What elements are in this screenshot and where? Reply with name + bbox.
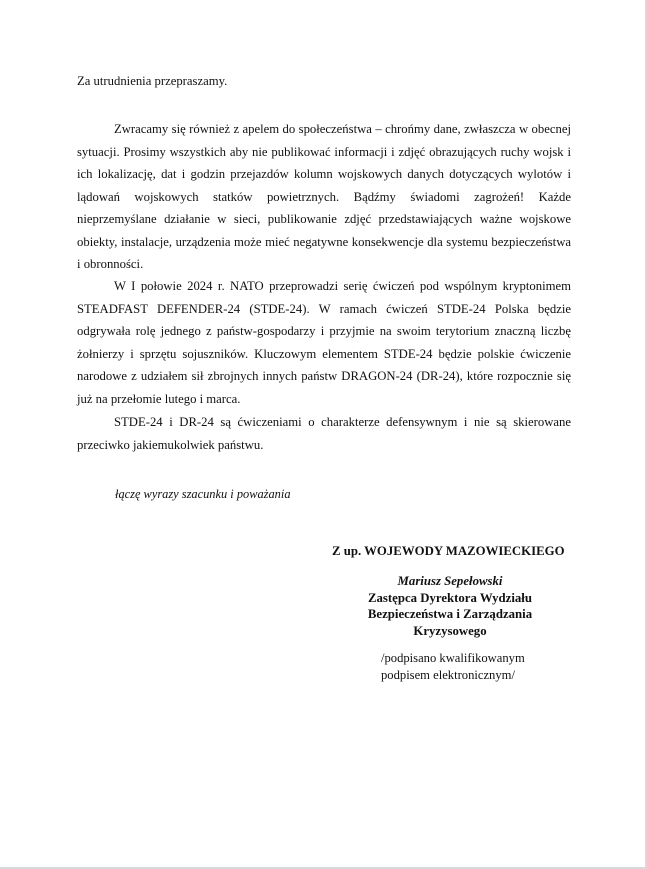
appeal-paragraph: Zwracamy się również z apelem do społeczeństwa – chrońmy dane, zwłaszcza w obecnej sytuacji. Prosimy wszystkich aby nie publikować informacji i zdjęć obrazujących ruchy wojsk i ich lokalizację, dat i godzin przejazdów kolumn wojskowych danych dotyczących wylotów i lądowań wojskowych statków powietrznych. Bądźmy świadomi zagrożeń! Każde nieprzemyślane działanie w sieci, publikowanie zdjęć przedstawiających ważne wojskowe obiekty, instalacje, urządzenia może mieć negatywne konsekwencje dla systemu bezpieczeństwa i obronności. (77, 122, 571, 271)
defensive-paragraph: STDE-24 i DR-24 są ćwiczeniami o charakterze defensywnym i nie są skierowane przeciwko jakiemukolwiek państwu. (77, 415, 571, 452)
signatory-name: Mariusz Sepełowski (397, 574, 503, 588)
signature-block (340, 573, 560, 639)
signatory-title-line-2: Bezpieczeństwa i Zarządzania (367, 607, 533, 621)
signatory-title-line-1: Zastępca Dyrektora Wydziału (368, 590, 532, 605)
esign-line-2: podpisem elektronicznym/ (381, 667, 515, 682)
regards-line: łączę wyrazy szacunku i poważania (115, 487, 291, 501)
apology-line: Za utrudnienia przepraszamy. (77, 74, 228, 88)
signatory-title-line-3: Kryzysowego (413, 623, 487, 638)
esign-line-1: /podpisano kwalifikowanym (381, 651, 525, 665)
electronic-signature-note (381, 650, 525, 683)
signature-on-behalf: Z up. WOJEWODY MAZOWIECKIEGO (332, 544, 565, 558)
nato-exercise-paragraph: W I połowie 2024 r. NATO przeprowadzi serię ćwiczeń pod wspólnym kryptonimem STEADFAST DEFENDER-24 (STDE-24). W ramach ćwiczeń STDE-24 Polska będzie odgrywała rolę jednego z państw-gospodarzy i przyjmie na swoim terytorium znaczną liczbę żołnierzy i sprzętu sojuszników. Kluczowym elementem STDE-24 będzie polskie ćwiczenie narodowe z udziałem sił zbrojnych innych państw DRAGON-24 (DR-24), które rozpocznie się już na przełomie lutego i marca. (77, 279, 571, 406)
